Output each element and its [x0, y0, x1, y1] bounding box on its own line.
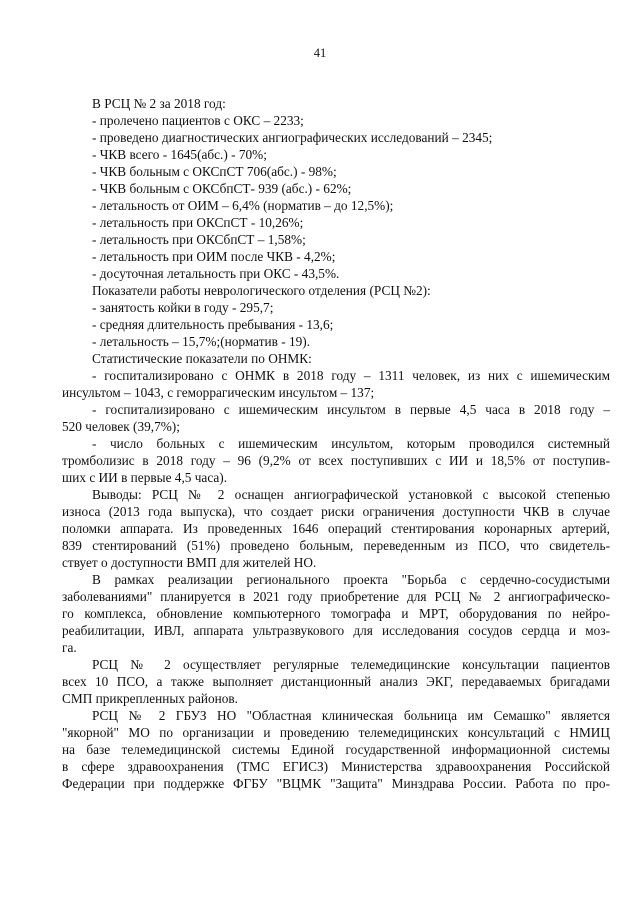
text-line: - средняя длительность пребывания - 13,6;	[92, 317, 334, 332]
text-line: ствует о доступности ВМП для жителей НО.	[62, 555, 317, 570]
text-line: СМП прикрепленных районов.	[62, 691, 238, 706]
text-line: - летальность при ОИМ после ЧКВ - 4,2%;	[92, 249, 336, 264]
text-line: - летальность при ОКСбпСТ – 1,58%;	[92, 232, 306, 247]
text-line: Статистические показатели по ОНМК:	[92, 351, 312, 366]
text-line: ших с ИИ в первые 4,5 часа).	[62, 470, 228, 485]
document-body	[62, 95, 610, 792]
text-line: - госпитализировано с ОНМК в 2018 году – 1311 человек, из них с ишемическим	[92, 368, 610, 383]
text-line: на базе телемедицинской системы Единой государственной информационной системы	[62, 742, 610, 757]
text-line: 839 стентирований (51%) проведено больным, переведенным из ПСО, что свидетель-	[62, 538, 610, 553]
text-line: В РСЦ № 2 за 2018 год:	[92, 96, 226, 111]
text-line: в сфере здравоохранения (ТМС ЕГИСЗ) Министерства здравоохранения Российской	[62, 759, 610, 774]
text-line: В рамках реализации регионального проекта "Борьба с сердечно-сосудистыми	[92, 572, 610, 587]
text-line: "якорной" МО по организации и проведению телемедицинских консультаций с НМИЦ	[62, 725, 610, 740]
text-line: реабилитации, ИВЛ, аппарата ультразвукового для исследования сосудов сердца и моз-	[62, 623, 610, 638]
text-line: всех 10 ПСО, а также выполняет дистанционный анализ ЭКГ, передаваемых бригадами	[62, 674, 610, 689]
text-line: - госпитализировано с ишемическим инсультом в первые 4,5 часа в 2018 году –	[92, 402, 610, 417]
text-line: - занятость койки в году - 295,7;	[92, 300, 274, 315]
text-line: - число больных с ишемическим инсультом, которым проводился системный	[92, 436, 610, 451]
text-line: - ЧКВ всего - 1645(абс.) - 70%;	[92, 147, 267, 162]
text-line: - проведено диагностических ангиографических исследований – 2345;	[92, 130, 493, 145]
text-line: Выводы: РСЦ № 2 оснащен ангиографической установкой с высокой степенью	[92, 487, 610, 502]
text-line: - пролечено пациентов с ОКС – 2233;	[92, 113, 304, 128]
text-line: инсультом – 1043, с геморрагическим инсультом – 137;	[62, 385, 375, 400]
text-line: Федерации при поддержке ФГБУ "ВЦМК "Защита" Минздрава России. Работа по про-	[62, 776, 610, 791]
text-line: тромболизис в 2018 году – 96 (9,2% от всех поступивших с ИИ и 18,5% от поступив-	[62, 453, 610, 468]
text-line: - ЧКВ больным с ОКСпСТ 706(абс.) - 98%;	[92, 164, 337, 179]
text-line: - летальность при ОКСпСТ - 10,26%;	[92, 215, 304, 230]
text-line: га.	[62, 640, 77, 655]
text-line: - летальность – 15,7%;(норматив - 19).	[92, 334, 311, 349]
page-number: 41	[313, 46, 327, 60]
text-line: поломки аппарата. Из проведенных 1646 операций стентирования коронарных артерий,	[62, 521, 610, 536]
text-line: заболеваниями" планируется в 2021 году приобретение для РСЦ № 2 ангиографическо-	[62, 589, 610, 604]
text-line: РСЦ № 2 осуществляет регулярные телемедицинские консультации пациентов	[92, 657, 610, 672]
text-line: РСЦ № 2 ГБУЗ НО "Областная клиническая больница им Семашко" является	[92, 708, 610, 723]
text-line: го комплекса, обновление компьютерного томографа и МРТ, оборудования по нейро-	[62, 606, 610, 621]
text-line: - летальность от ОИМ – 6,4% (норматив – до 12,5%);	[92, 198, 394, 213]
text-line: - досуточная летальность при ОКС - 43,5%.	[92, 266, 340, 281]
text-line: Показатели работы неврологического отделения (РСЦ №2):	[92, 283, 431, 298]
text-line: износа (2013 года выпуска), что создает риски ограничения доступности ЧКВ в случае	[62, 504, 610, 519]
text-line: 520 человек (39,7%);	[62, 419, 180, 434]
text-line: - ЧКВ больным с ОКСбпСТ- 939 (абс.) - 62%;	[92, 181, 352, 196]
